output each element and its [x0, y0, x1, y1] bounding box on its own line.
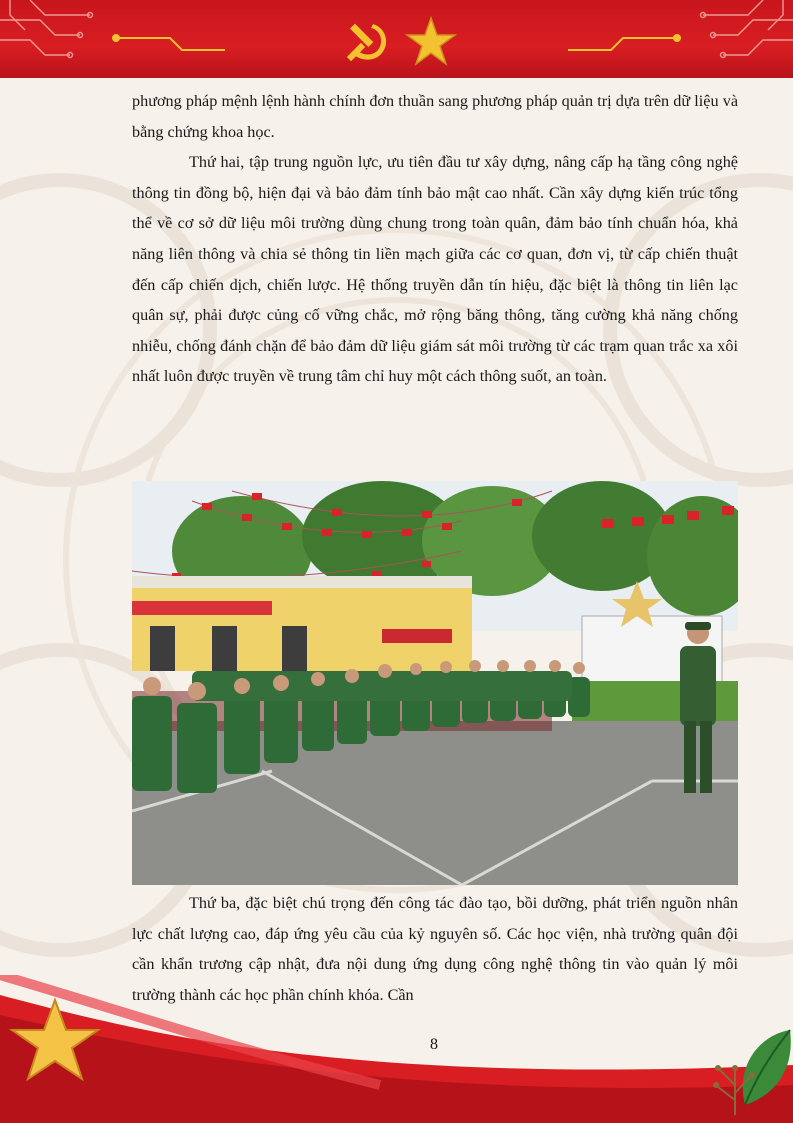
header-banner: [0, 0, 793, 78]
hammer-sickle-icon: [343, 18, 393, 66]
article-photo: [132, 481, 738, 885]
page-number: 8: [430, 1036, 438, 1053]
article-body: [132, 86, 738, 392]
star-icon: [405, 16, 457, 66]
paragraph-1-continuation: phương pháp mệnh lệnh hành chính đơn thuần sang phương pháp quản trị dựa trên dữ liệu và bằng chứng khoa học.: [132, 92, 738, 141]
paragraph-2: Thứ hai, tập trung nguồn lực, ưu tiên đầu tư xây dựng, nâng cấp hạ tầng công nghệ thông tin đồng bộ, hiện đại và bảo đảm tính bảo mật cao nhất. Cần xây dựng kiến trúc tổng thể về cơ sở dữ liệu môi trường dùng chung trong toàn quân, đảm bảo tính chuẩn hóa, khả năng liên thông và chia sẻ thông tin liền mạch giữa các cơ quan, đơn vị, từ cấp chiến thuật đến cấp chiến dịch, chiến lược. Hệ thống truyền dẫn tín hiệu, đặc biệt là thông tin liên lạc quân sự, phải được củng cố vững chắc, mở rộng băng thông, tăng cường khả năng chống nhiễu, chống đánh chặn để bảo đảm dữ liệu giám sát môi trường từ các trạm quan trắc xa xôi nhất luôn được truyền về trung tâm chỉ huy một cách thông suốt, an toàn.: [132, 153, 738, 386]
paragraph-3: Thứ ba, đặc biệt chú trọng đến công tác đào tạo, bồi dưỡng, phát triển nguồn nhân lực chất lượng cao, đáp ứng yêu cầu của kỷ nguyên số. Các học viện, nhà trường quân đội cần khẩn trương cập nhật, đưa nội dung ứng dụng công nghệ thông tin vào quản lý môi trường thành các học phần chính khóa. Cần: [132, 894, 738, 1004]
